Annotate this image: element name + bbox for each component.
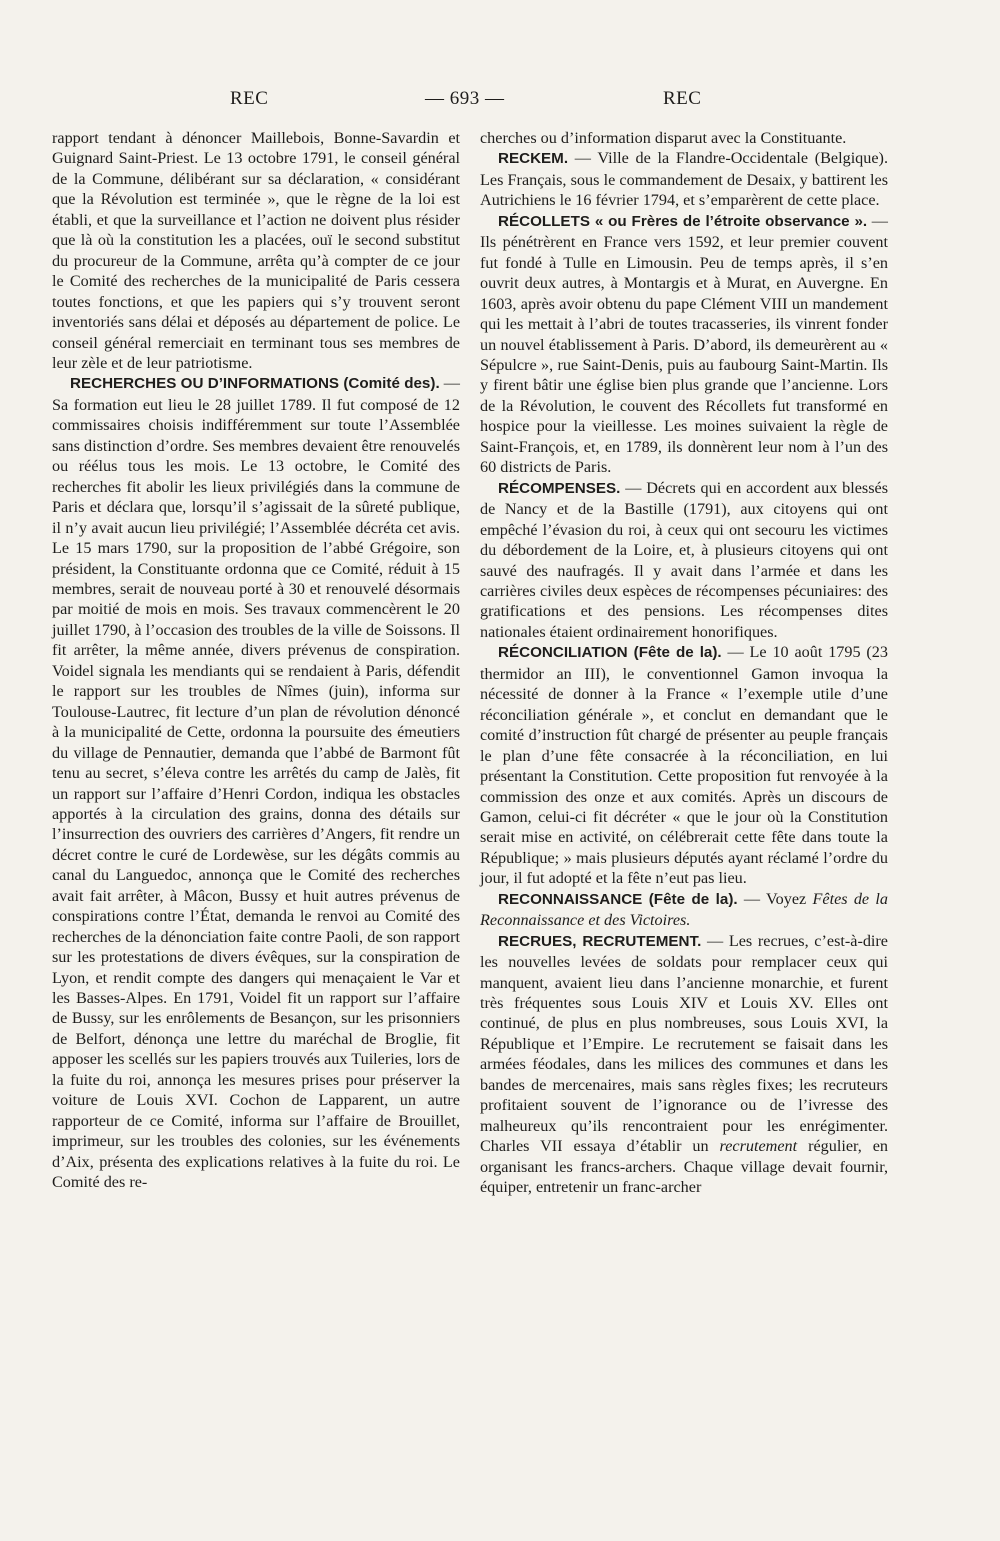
- italic-term: recrutement: [719, 1137, 798, 1156]
- page-number: — 693 —: [425, 88, 505, 109]
- entry-reconnaissance: [480, 889, 888, 931]
- entry-headword: RÉCONCILIATION (Fête de la).: [498, 644, 722, 662]
- left-column: [52, 128, 460, 1193]
- entry-text-continued: régulier, en organisant les francs-archers. Chaque village devait fournir, équiper, entretenir un franc-archer: [480, 1137, 888, 1197]
- paragraph-text: cherches ou d’information disparut avec la Constituante.: [480, 129, 847, 147]
- entry-recompenses: [480, 478, 888, 643]
- entry-text: — Les recrues, c’est-à-dire les nouvelles levées de soldats pour remplacer ceux qui manquent, avaient lieu dans l’ancienne monarchie, et furent très fréquentes sous Louis XIV et Louis XV. Elles ont continué, de plus en plus nombreuses, sous Louis XVI, la République et l’Empire. Le recrutement se faisait dans les armées féodales, dans les milices des communes et dans les bandes de mercenaires, mais sans règles fixes; les recruteurs profitaient souvent de l’ignorance ou de l’ivresse des malheureux qu’ils rencontraient pour les enrégimenter. Charles VII essaya d’établir un: [480, 931, 888, 1156]
- entry-headword: RECKEM.: [498, 150, 569, 168]
- cross-reference: Fêtes de la Reconnaissance et des Victoires.: [480, 889, 888, 930]
- entry-recrues: [480, 931, 888, 1198]
- entry-reckem: [480, 148, 888, 210]
- entry-text: — Décrets qui en accordent aux blessés de Nancy et de la Bastille (1791), aux citoyens qui ont empêché l’évasion du roi, à ceux qui ont secouru les victimes du débordement de la Loire, et, à plusieurs citoyens qui ont sauvé des naufragés. Il y avait dans l’armée et dans les carrières civiles deux espèces de récompenses pécuniaires: des gratifications et des pensions. Les récompenses dites nationales étaient ordinairement honorifiques.: [480, 478, 888, 641]
- entry-text: — Sa formation eut lieu le 28 juillet 1789. Il fut composé de 12 commissaires choisis indifféremment sur toute l’Assemblée sans distinction d’ordre. Ses membres devaient être renouvelés ou réélus tous les mois. Le 13 octobre, le Comité des recherches fit abolir les lieux privilégiés dans la commune de Paris et déclara que, lorsqu’il s’agissait de la sûreté publique, il n’y avait aucun lieu privilégié; l’Assemblée décréta cet avis. Le 15 mars 1790, sur la proposition de l’abbé Grégoire, son président, la Constituante ordonna que ce Comité, réduit à 15 membres, serait de nouveau porté à 30 et renouvelé désormais par moitié de mois en mois. Ses travaux commencèrent le 20 juillet 1790, à l’occasion des troubles de la ville de Soissons. Il fit arrêter, la même année, divers prévenus de conspiration. Voidel signala les mendiants qui se rendaient à Paris, défendit le rapport sur les troubles de Nîmes (juin), informa sur Toulouse-Lautrec, fit lecture d’un plan de révolution dénoncé à la municipalité de Cette, ordonna la poursuite des émeutiers du village de Pennautier, demanda que l’abbé de Barmont fût tenu au secret, s’éleva contre les arrêtés du camp de Jalès, fit un rapport sur l’affaire d’Henri Cordon, indiqua les obstacles apportés à la circulation des grains, donna des détails sur l’insurrection des ouvriers des carrières d’Angers, fit rendre un décret contre le curé de Lordewèse, sur les dégâts commis au canal du Languedoc, annonça que le Comité des recherches avait fait arrêter, à Mâcon, Bussy et huit autres prévenus de conspirations contre l’État, demanda le renvoi au Comité des recherches de la dénonciation faite contre Paoli, de son rapport sur les protestations de divers évêques, sur la conspiration de Lyon, et rendit compte des dangers qui menaçaient le Var et les Basses-Alpes. En 1791, Voidel fit un rapport sur l’affaire de Bussy, sur les enrôlements de Besançon, sur les prisonniers de Belfort, dénonça une lettre du maréchal de Broglie, fit apposer les scellés sur les papiers trouvés aux Tuileries, lors de la fuite du roi, annonça les mesures prises pour préserver la voiture de Louis XVI. Cochon de Lapparent, un autre rapporteur de ce Comité, informa sur l’affaire de Brouillet, imprimeur, sur les troubles des colonies, sur les événements d’Aix, présenta des explications relatives à la fuite du roi. Le Comité des re-: [52, 374, 460, 1192]
- entry-headword: RÉCOMPENSES.: [498, 479, 621, 497]
- entry-recollets: [480, 211, 888, 478]
- entry-recherches: [52, 373, 460, 1192]
- running-header: [0, 88, 1000, 114]
- entry-headword: RECHERCHES OU D’INFORMATIONS (Comité des).: [70, 375, 440, 393]
- right-column: [480, 128, 888, 1198]
- paragraph-continuation: [52, 128, 460, 373]
- entry-text: — Ville de la Flandre-Occidentale (Belgique). Les Français, sous le commandement de Desaix, y battirent les Autrichiens le 16 février 1794, et s’emparèrent de cette place.: [480, 149, 888, 210]
- entry-text: — Ils pénétrèrent en France vers 1592, et leur premier couvent fut fondé à Tulle en Limousin. Peu de temps après, il s’en ouvrit deux autres, à Montargis et à Murat, en Auvergne. En 1603, après avoir obtenu du pape Clément VIII un mandement qui les mettait à l’abri de toutes tracasseries, ils vinrent fonder un nouvel établissement à Paris. D’abord, ils demeurèrent au « Sépulcre », rue Saint-Denis, puis au faubourg Saint-Martin. Ils y firent bâtir une église bien plus grande que l’ancienne. Lors de la Révolution, le couvent des Récollets fut transformé en hospice pour la vieillesse. Les moines suivaient la règle de Saint-François, et, en 1789, ils donnèrent leur nom à l’un des 60 districts de Paris.: [480, 211, 888, 477]
- paragraph-text: rapport tendant à dénoncer Maillebois, Bonne-Savardin et Guignard Saint-Priest. Le 13 octobre 1791, le conseil général de la Commune, délibérant sur sa déclaration, « considérant que la Révolution est terminée », que le règne de la loi est établi, et que la surveillance et l’action ne doivent plus résider que là où la constitution les a placées, ouï le second substitut du procureur de la Commune, arrêta qu’à compter de ce jour le Comité des recherches de la municipalité de Paris cessera toutes fonctions, et que les papiers qui s’y trouvent seront inventoriés sans délai et déposés au département de police. Le conseil général remerciait en terminant tous ses membres de leur zèle et de leur patriotisme.: [52, 129, 460, 372]
- header-right-word: REC: [663, 88, 702, 109]
- entry-headword: RECRUES, RECRUTEMENT.: [498, 932, 702, 950]
- entry-headword: RECONNAISSANCE (Fête de la).: [498, 890, 738, 908]
- header-left-word: REC: [230, 88, 269, 109]
- paragraph-continuation: [480, 128, 888, 148]
- entry-text: — Le 10 août 1795 (23 thermidor an III), le conventionnel Gamon invoqua la nécessité de donner à la France « l’exemple utile d’une réconciliation générale », et conclut en demandant que le comité d’instruction fût chargé de présenter au peuple français le plan d’une fête consacrée à la réconciliation, en lui présentant la Constitution. Cette proposition fut renvoyée à la commission des onze et aux comités. Après un discours de Gamon, celui-ci fit décréter « que le jour où la Constitution serait mise en activité, on célébrerait cette fête dans toute la République; » mais plusieurs députés ayant réclamé l’ordre du jour, il fut adopté et la fête n’eut pas lieu.: [480, 643, 888, 888]
- entry-text: — Voyez: [737, 889, 813, 908]
- entry-headword: RÉCOLLETS « ou Frères de l’étroite observance ».: [498, 212, 868, 230]
- entry-reconciliation: [480, 642, 888, 888]
